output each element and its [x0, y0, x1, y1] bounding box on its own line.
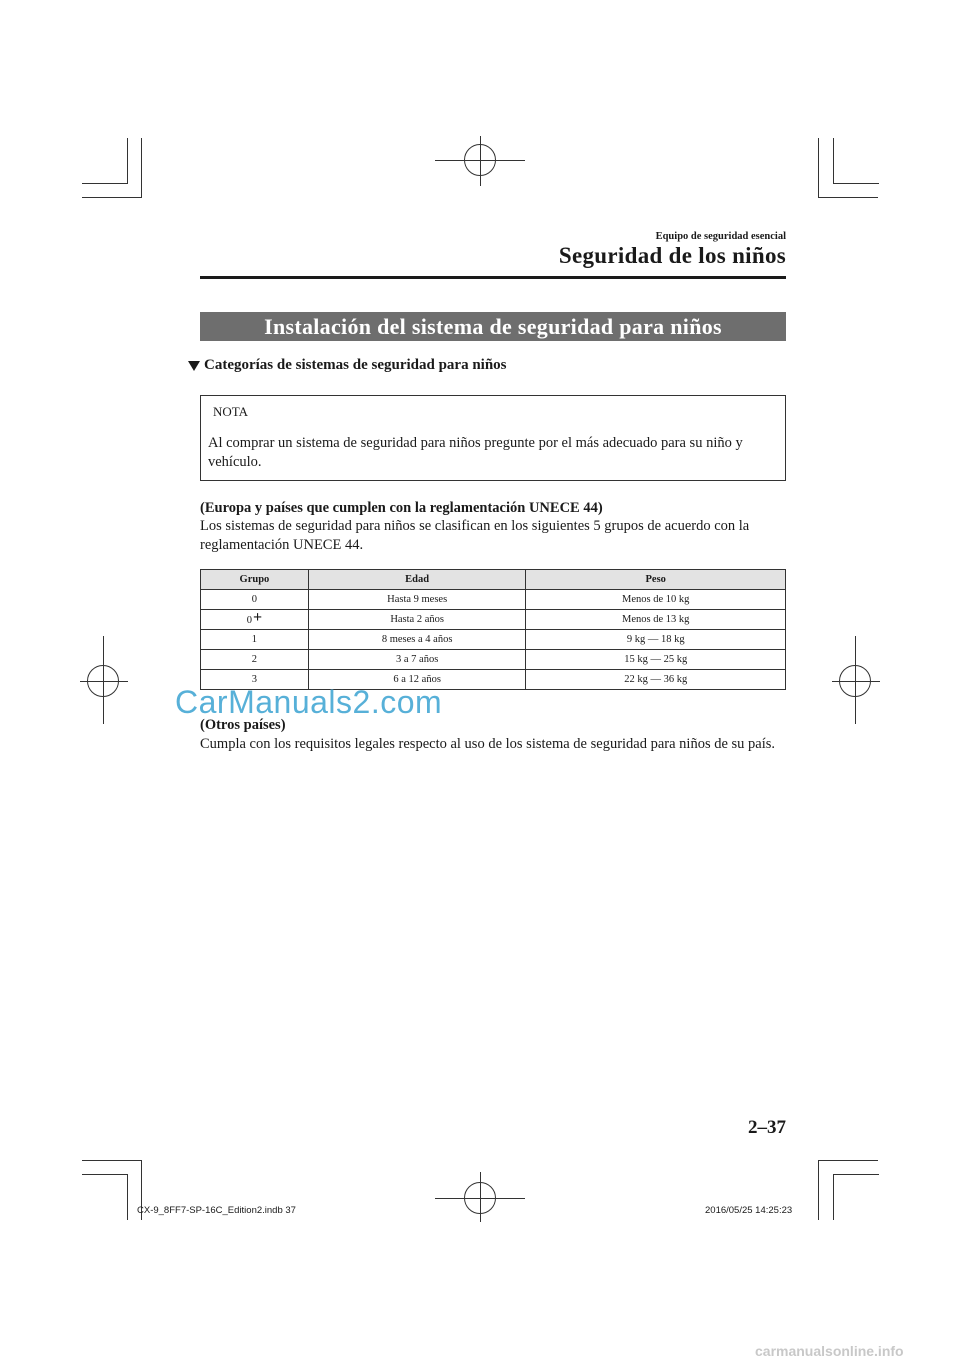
cell-age: 6 a 12 años [308, 670, 526, 690]
plus-icon: + [252, 609, 263, 626]
crop-mark [833, 1174, 834, 1220]
watermark-link[interactable]: CarManuals2.com [175, 684, 443, 720]
crop-mark [127, 138, 128, 184]
registration-circle [464, 1182, 496, 1214]
cell-group [201, 610, 309, 630]
crop-mark [82, 197, 142, 198]
registration-circle [464, 144, 496, 176]
note-box [200, 395, 786, 481]
column-header-group: Grupo [201, 570, 309, 590]
table-row [201, 630, 786, 650]
cell-age: Hasta 9 meses [308, 590, 526, 610]
table-row [201, 610, 786, 630]
cell-group: 1 [201, 630, 309, 650]
note-text: Al comprar un sistema de seguridad para niños pregunte por el más adecuado para su niño y vehículo. [208, 435, 743, 470]
table-header-row [201, 570, 786, 590]
crop-mark [818, 197, 878, 198]
cell-weight: 15 kg — 25 kg [526, 650, 786, 670]
crop-mark [82, 183, 128, 184]
cell-group: 2 [201, 650, 309, 670]
cell-group-value: 0 [246, 615, 252, 626]
others-title: (Otros países) [200, 717, 286, 733]
cell-age: Hasta 2 años [308, 610, 526, 630]
crop-mark [818, 1160, 878, 1161]
europe-text: Los sistemas de seguridad para niños se clasifican en los siguientes 5 grupos de acuerdo con la reglamentación UNECE 44. [200, 518, 750, 553]
cell-weight: Menos de 13 kg [526, 610, 786, 630]
table-row [201, 590, 786, 610]
footer-date: 2016/05/25 14:25:23 [705, 1205, 793, 1216]
chapter-subtitle: Equipo de seguridad esencial [655, 231, 786, 242]
crop-mark [141, 138, 142, 198]
cell-weight: Menos de 10 kg [526, 590, 786, 610]
section-title: Instalación del sistema de seguridad para niños [200, 312, 786, 341]
crop-mark [818, 1160, 819, 1220]
registration-circle [87, 665, 119, 697]
column-header-weight: Peso [526, 570, 786, 590]
page-number: 2–37 [748, 1117, 786, 1138]
triangle-down-icon [188, 361, 200, 371]
cell-weight: 9 kg — 18 kg [526, 630, 786, 650]
sub-heading [188, 357, 507, 374]
cell-weight: 22 kg — 36 kg [526, 670, 786, 690]
chapter-title: Seguridad de los niños [558, 243, 786, 268]
column-header-age: Edad [308, 570, 526, 590]
crop-mark [127, 1174, 128, 1220]
crop-mark [82, 1160, 142, 1161]
europe-title: (Europa y países que cumplen con la reglamentación UNECE 44) [200, 500, 603, 516]
cell-age: 3 a 7 años [308, 650, 526, 670]
cell-age: 8 meses a 4 años [308, 630, 526, 650]
header-rule [200, 276, 786, 279]
footer-file: CX-9_8FF7-SP-16C_Edition2.indb 37 [137, 1205, 296, 1216]
registration-circle [839, 665, 871, 697]
others-text: Cumpla con los requisitos legales respecto al uso de los sistema de seguridad para niños de su país. [200, 736, 776, 752]
footer-site-link[interactable]: carmanualsonline.info [755, 1343, 904, 1359]
cell-group: 0 [201, 590, 309, 610]
crop-mark [82, 1174, 128, 1175]
table-row [201, 650, 786, 670]
crop-mark [818, 138, 819, 198]
cell-group: 3 [201, 670, 309, 690]
crop-mark [833, 183, 879, 184]
crop-mark [833, 1174, 879, 1175]
sub-heading-text: Categorías de sistemas de seguridad para niños [204, 357, 507, 373]
crop-mark [833, 138, 834, 184]
note-label: NOTA [213, 404, 249, 419]
groups-table [200, 569, 786, 690]
